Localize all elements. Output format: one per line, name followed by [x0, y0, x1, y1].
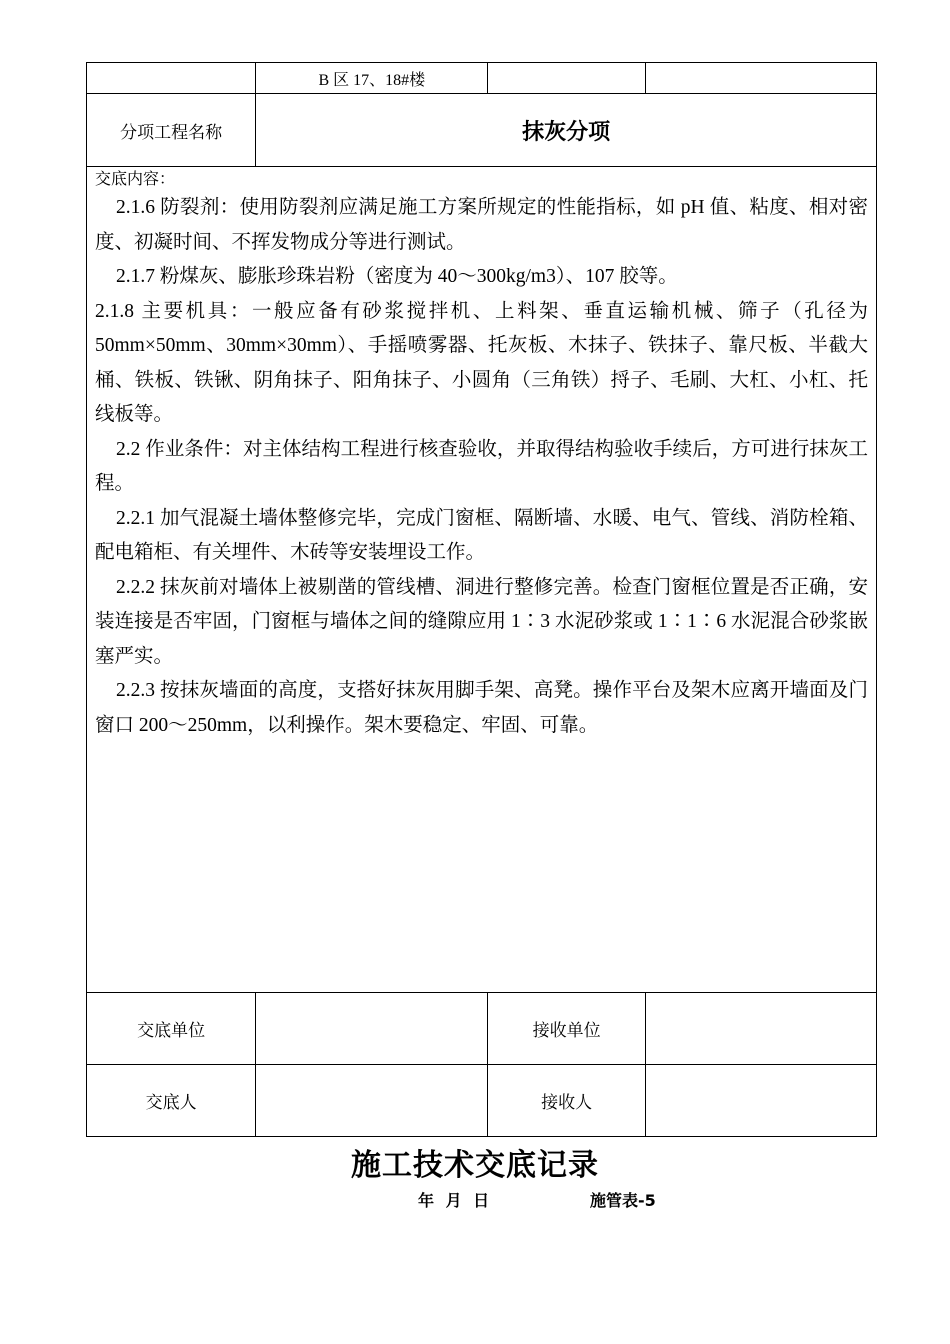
- content-paragraph: 2.2 作业条件：对主体结构工程进行核查验收，并取得结构验收手续后，方可进行抹灰工程。: [95, 438, 868, 494]
- issuing-unit-field[interactable]: [256, 993, 488, 1065]
- issuing-unit-label: 交底单位: [87, 993, 256, 1065]
- content-label: 交底内容：: [95, 171, 176, 188]
- content-paragraph: 2.1.7 粉煤灰、膨胀珍珠岩粉（密度为 40～300kg/m3）、107 胶等。: [116, 266, 678, 287]
- document-date: 年 月 日: [418, 1191, 490, 1210]
- document-title: 施工技术交底记录: [351, 1148, 599, 1183]
- content-paragraph: 2.1.6 防裂剂：使用防裂剂应满足施工方案所规定的性能指标，如 pH 值、粘度、相对密度、初凝时间、不挥发物成分等进行测试。: [95, 197, 868, 253]
- receiving-unit-label: 接收单位: [488, 993, 645, 1065]
- disclosure-form-table: [86, 62, 877, 1137]
- content-paragraph: 2.1.8 主要机具：一般应备有砂浆搅拌机、上料架、垂直运输机械、筛子（孔径为 50mm×50mm、30mm×30mm）、手摇喷雾器、托灰板、木抹子、铁抹子、靠尺板、半截大桶、铁板、铁锹、阴角抹子、阳角抹子、小圆角（三角铁）捋子、毛刷、大杠、小杠、托线板等。: [95, 300, 868, 425]
- receiving-unit-field[interactable]: [645, 993, 876, 1065]
- content-row: [87, 167, 877, 993]
- project-location: B 区 17、18#楼: [256, 63, 488, 94]
- subproject-row: [87, 94, 877, 167]
- project-location-row: [87, 63, 877, 94]
- top-left-cell: [87, 63, 256, 94]
- subproject-label: 分项工程名称: [87, 94, 256, 167]
- receiver-field[interactable]: [645, 1065, 876, 1137]
- form-code: 施管表-5: [590, 1191, 656, 1210]
- content-paragraph: 2.2.2 抹灰前对墙体上被剔凿的管线槽、洞进行整修完善。检查门窗框位置是否正确，安装连接是否牢固，门窗框与墙体之间的缝隙应用 1∶3 水泥砂浆或 1∶1∶6 水泥混合砂浆嵌塞严实。: [95, 576, 868, 667]
- subproject-name: 抹灰分项: [256, 94, 877, 167]
- receiver-label: 接收人: [488, 1065, 645, 1137]
- content-cell: [87, 167, 877, 993]
- unit-signature-row: [87, 993, 877, 1065]
- top-col4-cell: [645, 63, 876, 94]
- issuer-label: 交底人: [87, 1065, 256, 1137]
- person-signature-row: [87, 1065, 877, 1137]
- top-col3-cell: [488, 63, 645, 94]
- issuer-field[interactable]: [256, 1065, 488, 1137]
- content-paragraph: 2.2.3 按抹灰墙面的高度，支搭好抹灰用脚手架、高凳。操作平台及架木应离开墙面及门窗口 200～250mm，以利操作。架木要稳定、牢固、可靠。: [95, 680, 868, 736]
- content-paragraph: 2.2.1 加气混凝土墙体整修完毕，完成门窗框、隔断墙、水暖、电气、管线、消防栓箱、配电箱柜、有关埋件、木砖等安装埋设工作。: [95, 507, 868, 563]
